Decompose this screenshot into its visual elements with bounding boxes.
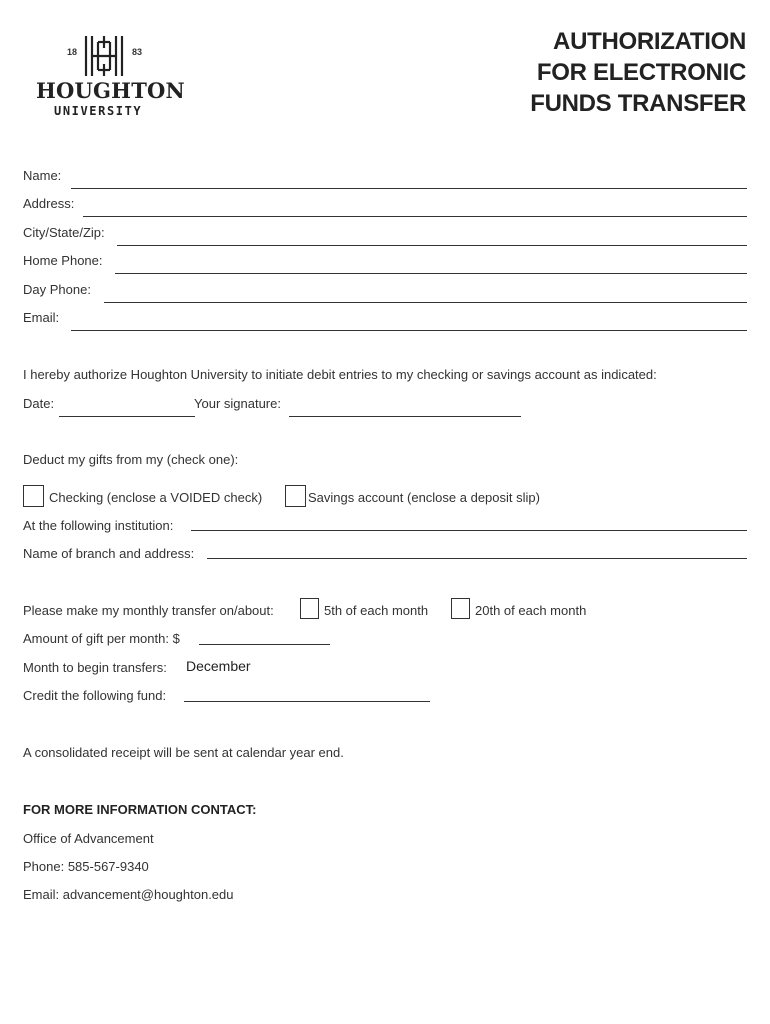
- email-field[interactable]: [71, 330, 747, 331]
- logo-emblem-icon: [82, 34, 126, 78]
- city-state-zip-field[interactable]: [117, 245, 747, 246]
- fund-label: Credit the following fund:: [23, 688, 167, 703]
- logo-subname: UNIVERSITY: [54, 104, 143, 118]
- receipt-note: A consolidated receipt will be sent at calendar year end.: [23, 745, 344, 760]
- university-logo: [36, 30, 185, 122]
- logo-year-left: 18: [67, 47, 78, 57]
- info-office: Office of Advancement: [23, 831, 154, 846]
- address-label: Address:: [23, 196, 75, 211]
- branch-label: Name of branch and address:: [23, 546, 195, 561]
- logo-year-right: 83: [132, 47, 143, 57]
- day-phone-field[interactable]: [104, 302, 747, 303]
- fifth-checkbox[interactable]: [300, 598, 319, 619]
- begin-month-label: Month to begin transfers:: [23, 660, 167, 675]
- twentieth-label: 20th of each month: [475, 603, 587, 618]
- day-phone-label: Day Phone:: [23, 282, 91, 297]
- twentieth-checkbox[interactable]: [451, 598, 470, 619]
- authorization-statement: I hereby authorize Houghton University to initiate debit entries to my checking or savings account as indicated:: [23, 367, 657, 382]
- title-line-1: AUTHORIZATION: [553, 28, 746, 55]
- amount-label: Amount of gift per month: $: [23, 631, 180, 646]
- info-heading: FOR MORE INFORMATION CONTACT:: [23, 802, 257, 817]
- deduct-heading: Deduct my gifts from my (check one):: [23, 452, 239, 467]
- savings-label: Savings account (enclose a deposit slip): [308, 490, 540, 505]
- title-line-2: FOR ELECTRONIC: [536, 59, 746, 86]
- email-label: Email:: [23, 310, 60, 325]
- home-phone-field[interactable]: [115, 273, 747, 274]
- date-label: Date:: [23, 396, 55, 411]
- name-field[interactable]: [71, 188, 747, 189]
- checking-label: Checking (enclose a VOIDED check): [49, 490, 263, 505]
- institution-field[interactable]: [191, 530, 747, 531]
- logo-name: HOUGHTON: [36, 78, 185, 103]
- title-line-3: FUNDS TRANSFER: [530, 90, 746, 117]
- info-phone: Phone: 585-567-9340: [23, 859, 149, 874]
- date-field[interactable]: [59, 416, 195, 417]
- city-state-zip-label: City/State/Zip:: [23, 225, 105, 240]
- name-label: Name:: [23, 168, 62, 183]
- fund-field[interactable]: [184, 701, 430, 702]
- savings-checkbox[interactable]: [285, 485, 306, 507]
- monthly-transfer-label: Please make my monthly transfer on/about:: [23, 603, 274, 618]
- signature-label: Your signature:: [194, 396, 281, 411]
- home-phone-label: Home Phone:: [23, 253, 103, 268]
- checking-checkbox[interactable]: [23, 485, 44, 507]
- institution-label: At the following institution:: [23, 518, 174, 533]
- form-title: [530, 26, 746, 119]
- begin-month-field[interactable]: December: [186, 658, 251, 674]
- amount-field[interactable]: [199, 644, 330, 645]
- info-email: Email: advancement@houghton.edu: [23, 887, 234, 902]
- branch-field[interactable]: [207, 558, 747, 559]
- address-field[interactable]: [83, 216, 747, 217]
- fifth-label: 5th of each month: [324, 603, 429, 618]
- signature-field[interactable]: [289, 416, 521, 417]
